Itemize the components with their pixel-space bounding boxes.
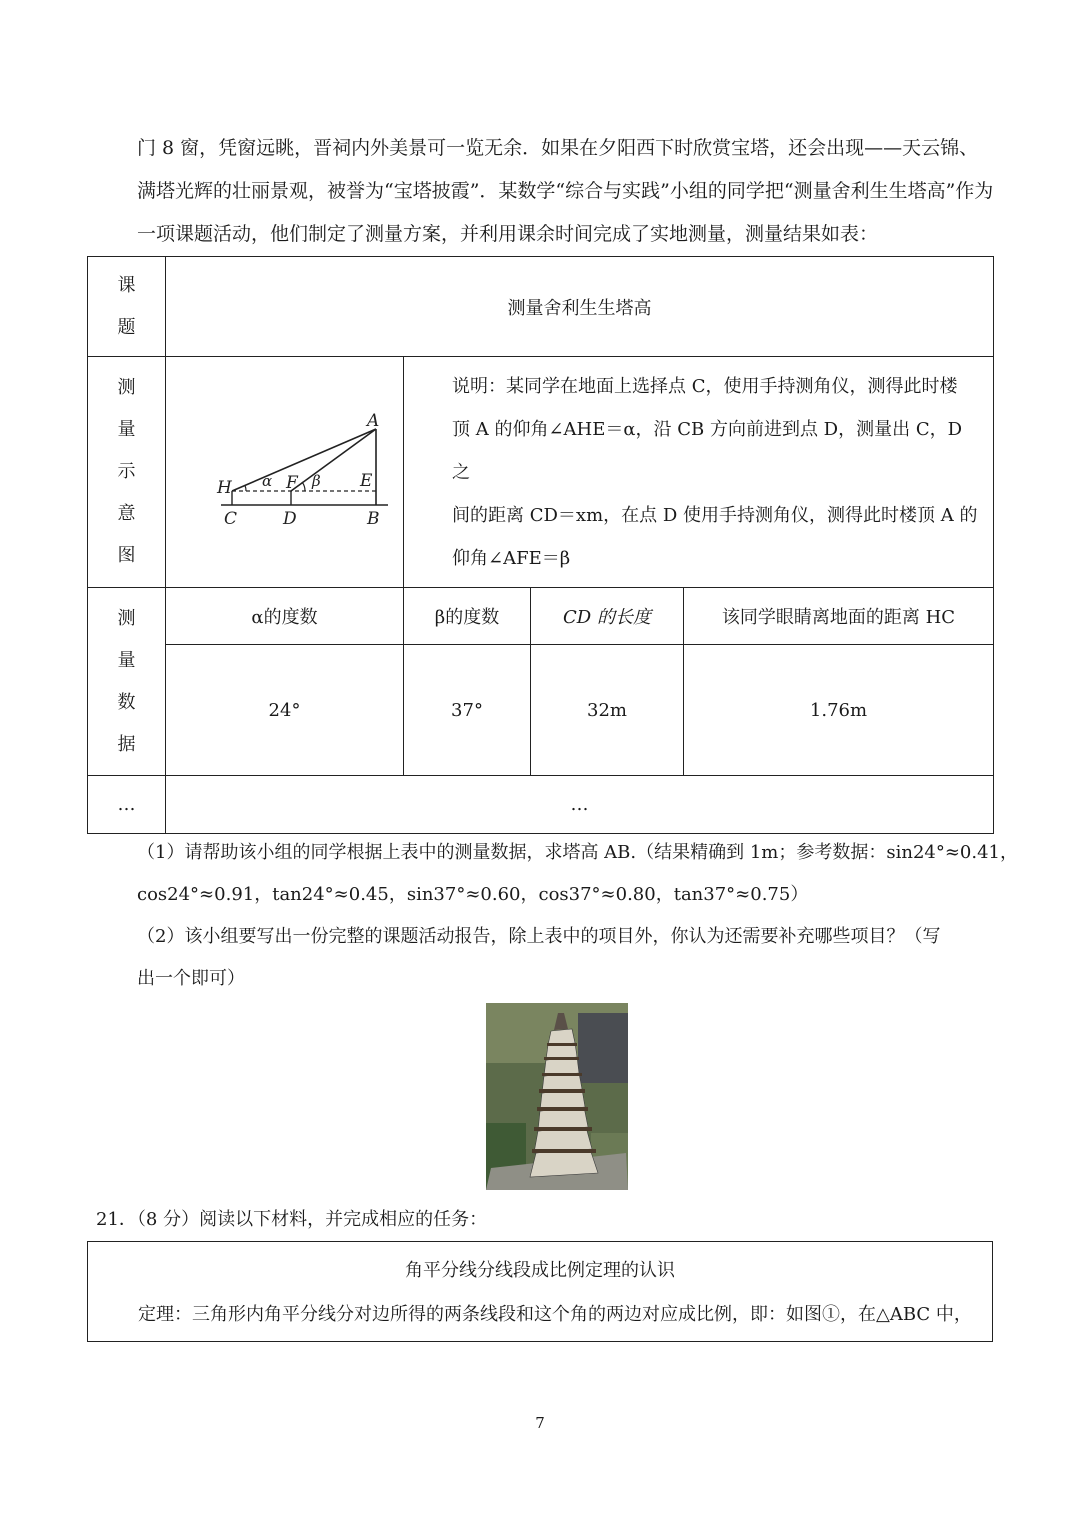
diagram-description [404,357,994,588]
label-c: C [224,509,238,529]
question-1-line: cos24°≈0.91，tan24°≈0.45，sin37°≈0.60，cos37°≈0.80，tan37°≈0.75） [137,884,809,905]
header-hc: 该同学眼睛离地面的距离 HC [684,588,994,645]
table-row-values [88,645,994,776]
value-alpha: 24° [166,645,404,776]
label-d: D [283,509,297,529]
angle-beta-arc [302,482,305,491]
header-alpha: α的度数 [166,588,404,645]
pagoda-photo [486,1003,628,1190]
topic-label: 课 题 [88,257,166,357]
measurement-diagram [166,357,404,582]
question-21-heading: 21．（8 分）阅读以下材料，并完成相应的任务： [96,1209,488,1230]
label-alpha: α [262,472,273,490]
label-e: E [360,471,373,491]
desc-line: 仰角∠AFE＝β [452,547,571,569]
measurement-table [87,256,994,834]
label-b: B [367,509,380,529]
ellipsis-label: … [88,776,166,834]
ellipsis-value: … [166,776,994,834]
value-cd: 32m [531,645,684,776]
question-2-line: （2）该小组要写出一份完整的课题活动报告，除上表中的项目外，你认为还需要补充哪些项目？（写 [137,926,941,947]
diagram-label: 测 量 示 意 图 [88,357,166,588]
theorem-text: 定理：三角形内角平分线分对边所得的两条线段和这个角的两边对应成比例，即：如图①，在△ABC 中， [138,1304,972,1325]
angle-alpha-arc [245,486,246,492]
intro-paragraph [137,127,994,256]
diagram-cell [166,357,404,588]
theorem-title: 角平分线分线段成比例定理的认识 [405,1260,675,1281]
topic-value: 测量舍利生生塔高 [166,257,994,357]
label-beta: β [312,472,321,490]
data-label: 测 量 数 据 [88,588,166,776]
desc-line: 顶 A 的仰角∠AHE＝α，沿 CB 方向前进到点 D，测量出 C，D 之 [452,418,963,483]
table-row-ellipsis [88,776,994,834]
label-h: H [217,478,232,498]
label-f: F [286,473,298,493]
label-a: A [367,411,380,431]
value-beta: 37° [404,645,531,776]
table-row-diagram [88,357,994,588]
question-1-line: （1）请帮助该小组的同学根据上表中的测量数据，求塔高 AB.（结果精确到 1m；参考数据：sin24°≈0.41， [137,842,1019,863]
intro-line: 一项课题活动，他们制定了测量方案，并利用课余时间完成了实地测量，测量结果如表： [137,223,879,245]
table-row-topic [88,257,994,357]
intro-line: 门 8 窗，凭窗远眺，晋祠内外美景可一览无余．如果在夕阳西下时欣赏宝塔，还会出现——天云锦、 [137,137,979,159]
value-hc: 1.76m [684,645,994,776]
theorem-box [87,1241,993,1342]
desc-line: 间的距离 CD＝xm，在点 D 使用手持测角仪，测得此时楼顶 A 的 [452,504,978,526]
header-beta: β的度数 [404,588,531,645]
intro-line: 满塔光辉的壮丽景观，被誉为“宝塔披霞”．某数学“综合与实践”小组的同学把“测量舍利生生塔高”作为 [137,180,994,202]
question-2-line: 出一个即可） [137,968,245,989]
header-cd: CD 的长度 [531,588,684,645]
desc-line: 说明：某同学在地面上选择点 C，使用手持测角仪，测得此时楼 [452,375,958,397]
page-number: 7 [535,1414,545,1432]
table-row-headers [88,588,994,645]
